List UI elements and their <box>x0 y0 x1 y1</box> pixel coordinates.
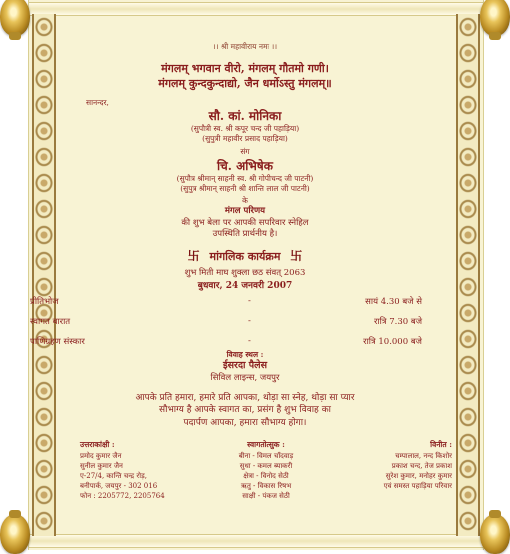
contact-column <box>80 440 165 502</box>
program-heading <box>80 248 410 265</box>
program-dash: - <box>248 335 251 346</box>
scroll-knob-top-left <box>0 0 30 36</box>
contact-line: बनीपार्क, जयपुर - 302 016 <box>80 482 158 491</box>
program-time: सायं 4.30 बजे से <box>365 296 422 307</box>
program-dash: - <box>248 315 251 326</box>
venue-name: ईसरदा पैलेस <box>222 360 268 372</box>
mangal-line-2: मंगलम् कुन्दकुन्दाद्यो, जैन धर्मोऽस्तु मंगलम्॥ <box>158 76 332 90</box>
vineet-line: एवं समस्त पहाड़िया परिवार <box>383 482 452 491</box>
vineet-line: प्रकाश चन्द, तेज प्रकाश <box>391 462 452 471</box>
program-row <box>30 295 422 316</box>
welcome-title: स्वागतोत्सुक : <box>247 440 285 449</box>
program-label: पाणिग्रहण संस्कार <box>30 336 85 347</box>
bride-name: सौ. कां. मोनिका <box>208 108 282 123</box>
swastika-icon: 卐 <box>187 249 200 264</box>
ke-text: के <box>242 195 248 205</box>
welcome-line: साक्षी - पंकज सेठी <box>242 492 290 501</box>
contact-line: फोन : 2205772, 2205764 <box>80 492 165 501</box>
tithi-text: शुभ मिती माघ शुक्ला छठ संवत् 2063 <box>184 268 306 279</box>
invite-line-1: की शुभ बेला पर आपकी सपरिवार स्नेहिल <box>181 217 309 228</box>
welcome-line: बीना - विमल चाँदवाड़ <box>238 451 294 460</box>
invitation-body <box>30 42 422 429</box>
groom-relation-1: (सुपौत्र श्रीमान् साहनी स्व. श्री गोपीचन्द जी पाटनी) <box>176 173 314 183</box>
welcome-line: ऋतु - विकास रिषभ <box>240 482 292 491</box>
program-label: प्रीतिभोज <box>30 296 59 307</box>
right-ornamental-border <box>456 14 480 536</box>
invite-line-2: उपस्थिति प्रार्थनीय है। <box>212 229 278 239</box>
venue-address: सिविल लाइन्स, जयपुर <box>210 372 280 383</box>
venue-label: विवाह स्थल : <box>226 349 264 359</box>
sang-text: संग <box>240 147 250 157</box>
scroll-knob-bottom-right <box>480 514 510 554</box>
contact-line: ए-27/4, कान्ति चन्द्र रोड़, <box>80 472 147 481</box>
bride-relation-1: (सुपौत्री स्व. श्री कपूर चन्द जी पहाड़िया) <box>190 124 300 134</box>
scroll-top-rod <box>29 2 483 16</box>
groom-relation-2: (सुपुत्र श्रीमान् साहनी श्री शान्ति लाल जी पाटनी) <box>180 183 310 193</box>
vineet-title: विनीत : <box>430 440 452 449</box>
vineet-column <box>384 440 452 491</box>
poem-line-3: पदार्पण आपका, हमारा सौभाग्य होगा। <box>183 417 307 428</box>
vineet-line: सुरेश कुमार, मनोहर कुमार <box>385 472 452 481</box>
contact-line: सुनील कुमार जैन <box>80 462 123 471</box>
program-time: रात्रि 10.000 बजे <box>363 336 422 347</box>
contact-title: उत्तराकांक्षी : <box>80 440 115 449</box>
intro-text: सानन्दर, <box>86 97 109 107</box>
invocation: ।। श्री महावीराय नमः ।। <box>212 42 278 51</box>
scroll-knob-top-right <box>480 0 510 36</box>
scroll-bottom-rod <box>29 534 483 548</box>
welcome-column <box>204 440 328 502</box>
program-row <box>30 335 422 350</box>
program-label: स्वागत बारात <box>30 316 71 327</box>
parinay-heading: मंगल परिणय <box>224 206 266 217</box>
program-heading-text: मांगलिक कार्यक्रम <box>209 250 281 264</box>
bride-relation-2: (सुपुत्री महावीर प्रसाद पहाड़िया) <box>202 134 288 144</box>
groom-name: चि. अभिषेक <box>217 158 273 173</box>
poem-line-1: आपके प्रति हमारा, हमारे प्रति आपका, थोड़ा सा स्नेह, थोड़ा सा प्यार <box>135 393 355 404</box>
poem-line-2: सौभाग्य है आपके स्वागत का, प्रसंग है शुभ विवाह का <box>159 405 331 416</box>
welcome-line: क्षेत्रा - विनोद सेठी <box>243 472 289 481</box>
program-date: बुधवार, 24 जनवरी 2007 <box>197 280 293 291</box>
contact-line: प्रमोद कुमार जैन <box>80 451 122 460</box>
scroll-knob-bottom-left <box>0 514 30 554</box>
swastika-icon: 卐 <box>290 249 303 264</box>
program-row <box>30 315 422 336</box>
program-time: रात्रि 7.30 बजे <box>373 316 422 327</box>
welcome-line: सुधा - कमल ब्याकरी <box>239 462 293 471</box>
mangal-line-1: मंगलम् भगवान वीरो, मंगलम् गौतमो गणी। <box>161 62 329 76</box>
left-ornamental-border <box>32 14 56 536</box>
program-dash: - <box>248 295 251 306</box>
vineet-line: चम्पालाल, नन्द किशोर <box>395 451 452 460</box>
